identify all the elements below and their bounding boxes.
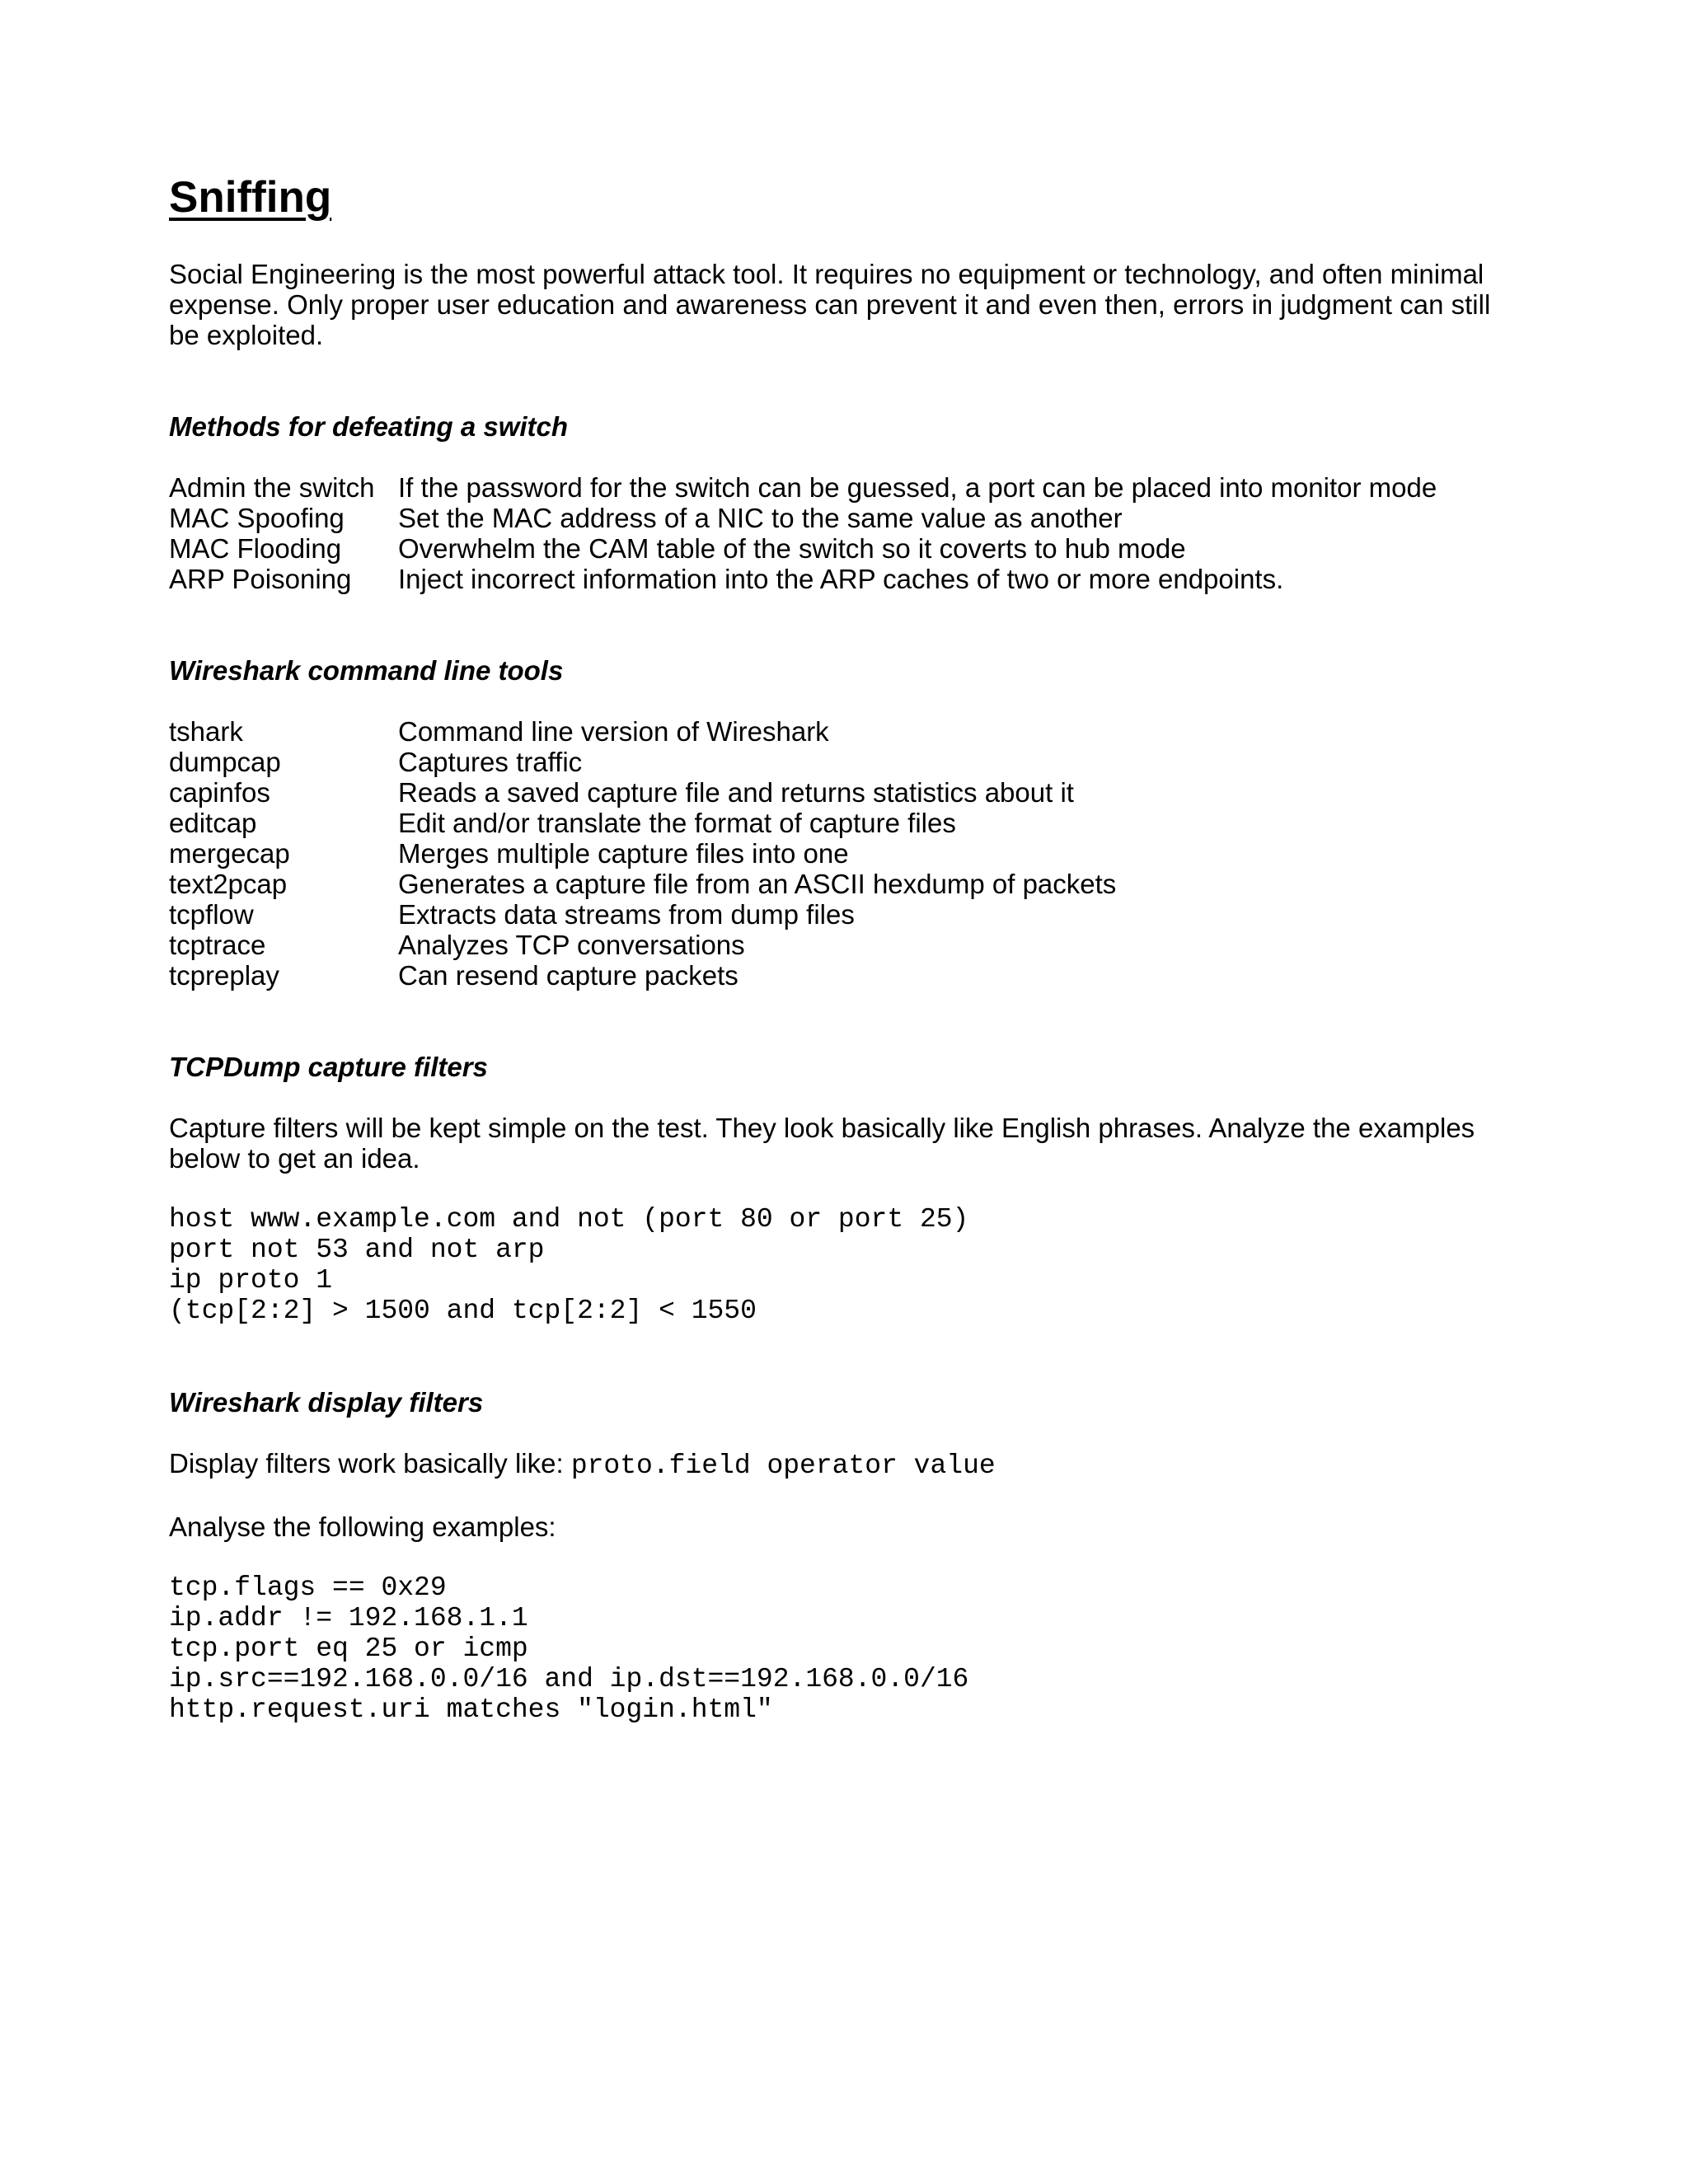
list-item xyxy=(169,747,1521,777)
list-item xyxy=(169,838,1521,869)
document-page xyxy=(169,169,1521,1725)
tool-name: mergecap xyxy=(169,838,290,869)
tcpdump-section-heading: TCPDump capture filters xyxy=(169,1052,488,1082)
list-item xyxy=(169,533,1521,564)
list-item xyxy=(169,808,1521,838)
tool-description: Generates a capture file from an ASCII hexdump of packets xyxy=(398,869,1117,899)
tools-section-heading: Wireshark command line tools xyxy=(169,655,564,686)
tool-name: tshark xyxy=(169,716,243,747)
method-term: Admin the switch xyxy=(169,472,375,503)
tool-description: Edit and/or translate the format of capture files xyxy=(398,808,956,838)
tool-description: Can resend capture packets xyxy=(398,960,738,991)
tool-description: Reads a saved capture file and returns statistics about it xyxy=(398,777,1074,808)
switch-section-heading: Methods for defeating a switch xyxy=(169,411,569,442)
code-line: host www.example.com and not (port 80 or port 25) xyxy=(169,1204,969,1235)
list-item xyxy=(169,899,1521,930)
display-section-heading: Wireshark display filters xyxy=(169,1387,484,1418)
tool-description: Captures traffic xyxy=(398,747,583,777)
code-line: port not 53 and not arp xyxy=(169,1235,545,1265)
tool-name: text2pcap xyxy=(169,869,288,899)
method-description: If the password for the switch can be guessed, a port can be placed into monitor mode xyxy=(398,472,1437,503)
method-description: Overwhelm the CAM table of the switch so it coverts to hub mode xyxy=(398,533,1186,564)
tool-name: editcap xyxy=(169,808,257,838)
capture-filter-examples xyxy=(169,1204,1521,1326)
display-examples-intro: Analyse the following examples: xyxy=(169,1511,556,1542)
list-item xyxy=(169,472,1521,503)
switch-methods-list xyxy=(169,472,1521,594)
tool-description: Extracts data streams from dump files xyxy=(398,899,855,930)
tool-description: Merges multiple capture files into one xyxy=(398,838,849,869)
tools-list xyxy=(169,716,1521,991)
tcpdump-paragraph: Capture filters will be kept simple on the test. They look basically like English phrases. Analyze the examples below to get an idea. xyxy=(169,1113,1475,1174)
list-item xyxy=(169,777,1521,808)
method-description: Inject incorrect information into the ARP caches of two or more endpoints. xyxy=(398,564,1284,594)
code-line: ip.addr != 192.168.1.1 xyxy=(169,1603,528,1633)
tool-description: Analyzes TCP conversations xyxy=(398,930,745,960)
method-term: ARP Poisoning xyxy=(169,564,352,594)
list-item xyxy=(169,564,1521,594)
list-item xyxy=(169,960,1521,991)
code-line: tcp.port eq 25 or icmp xyxy=(169,1633,528,1664)
code-line: http.request.uri matches "login.html" xyxy=(169,1694,773,1725)
intro-paragraph: Social Engineering is the most powerful attack tool. It requires no equipment or technology, and often minimal expense. Only proper user education and awareness can prevent it and even then, errors in judgment can still be exploited. xyxy=(169,259,1491,350)
tool-description: Command line version of Wireshark xyxy=(398,716,829,747)
code-line: ip.src==192.168.0.0/16 and ip.dst==192.168.0.0/16 xyxy=(169,1664,969,1694)
method-term: MAC Flooding xyxy=(169,533,342,564)
code-line: tcp.flags == 0x29 xyxy=(169,1572,447,1603)
list-item xyxy=(169,716,1521,747)
code-line: (tcp[2:2] > 1500 and tcp[2:2] < 1550 xyxy=(169,1296,757,1326)
list-item xyxy=(169,869,1521,899)
tool-name: capinfos xyxy=(169,777,270,808)
page-title: Sniffing xyxy=(169,173,332,222)
code-line: ip proto 1 xyxy=(169,1265,333,1296)
display-syntax-text: Display filters work basically like: xyxy=(169,1448,564,1479)
method-term: MAC Spoofing xyxy=(169,503,345,533)
method-description: Set the MAC address of a NIC to the same value as another xyxy=(398,503,1123,533)
display-syntax-paragraph xyxy=(169,1448,1521,1481)
list-item xyxy=(169,930,1521,960)
tool-name: dumpcap xyxy=(169,747,281,777)
tool-name: tcpreplay xyxy=(169,960,279,991)
list-item xyxy=(169,503,1521,533)
tool-name: tcpflow xyxy=(169,899,254,930)
display-filter-examples xyxy=(169,1572,1521,1725)
tool-name: tcptrace xyxy=(169,930,266,960)
display-syntax-code: proto.field operator value xyxy=(570,1451,996,1481)
